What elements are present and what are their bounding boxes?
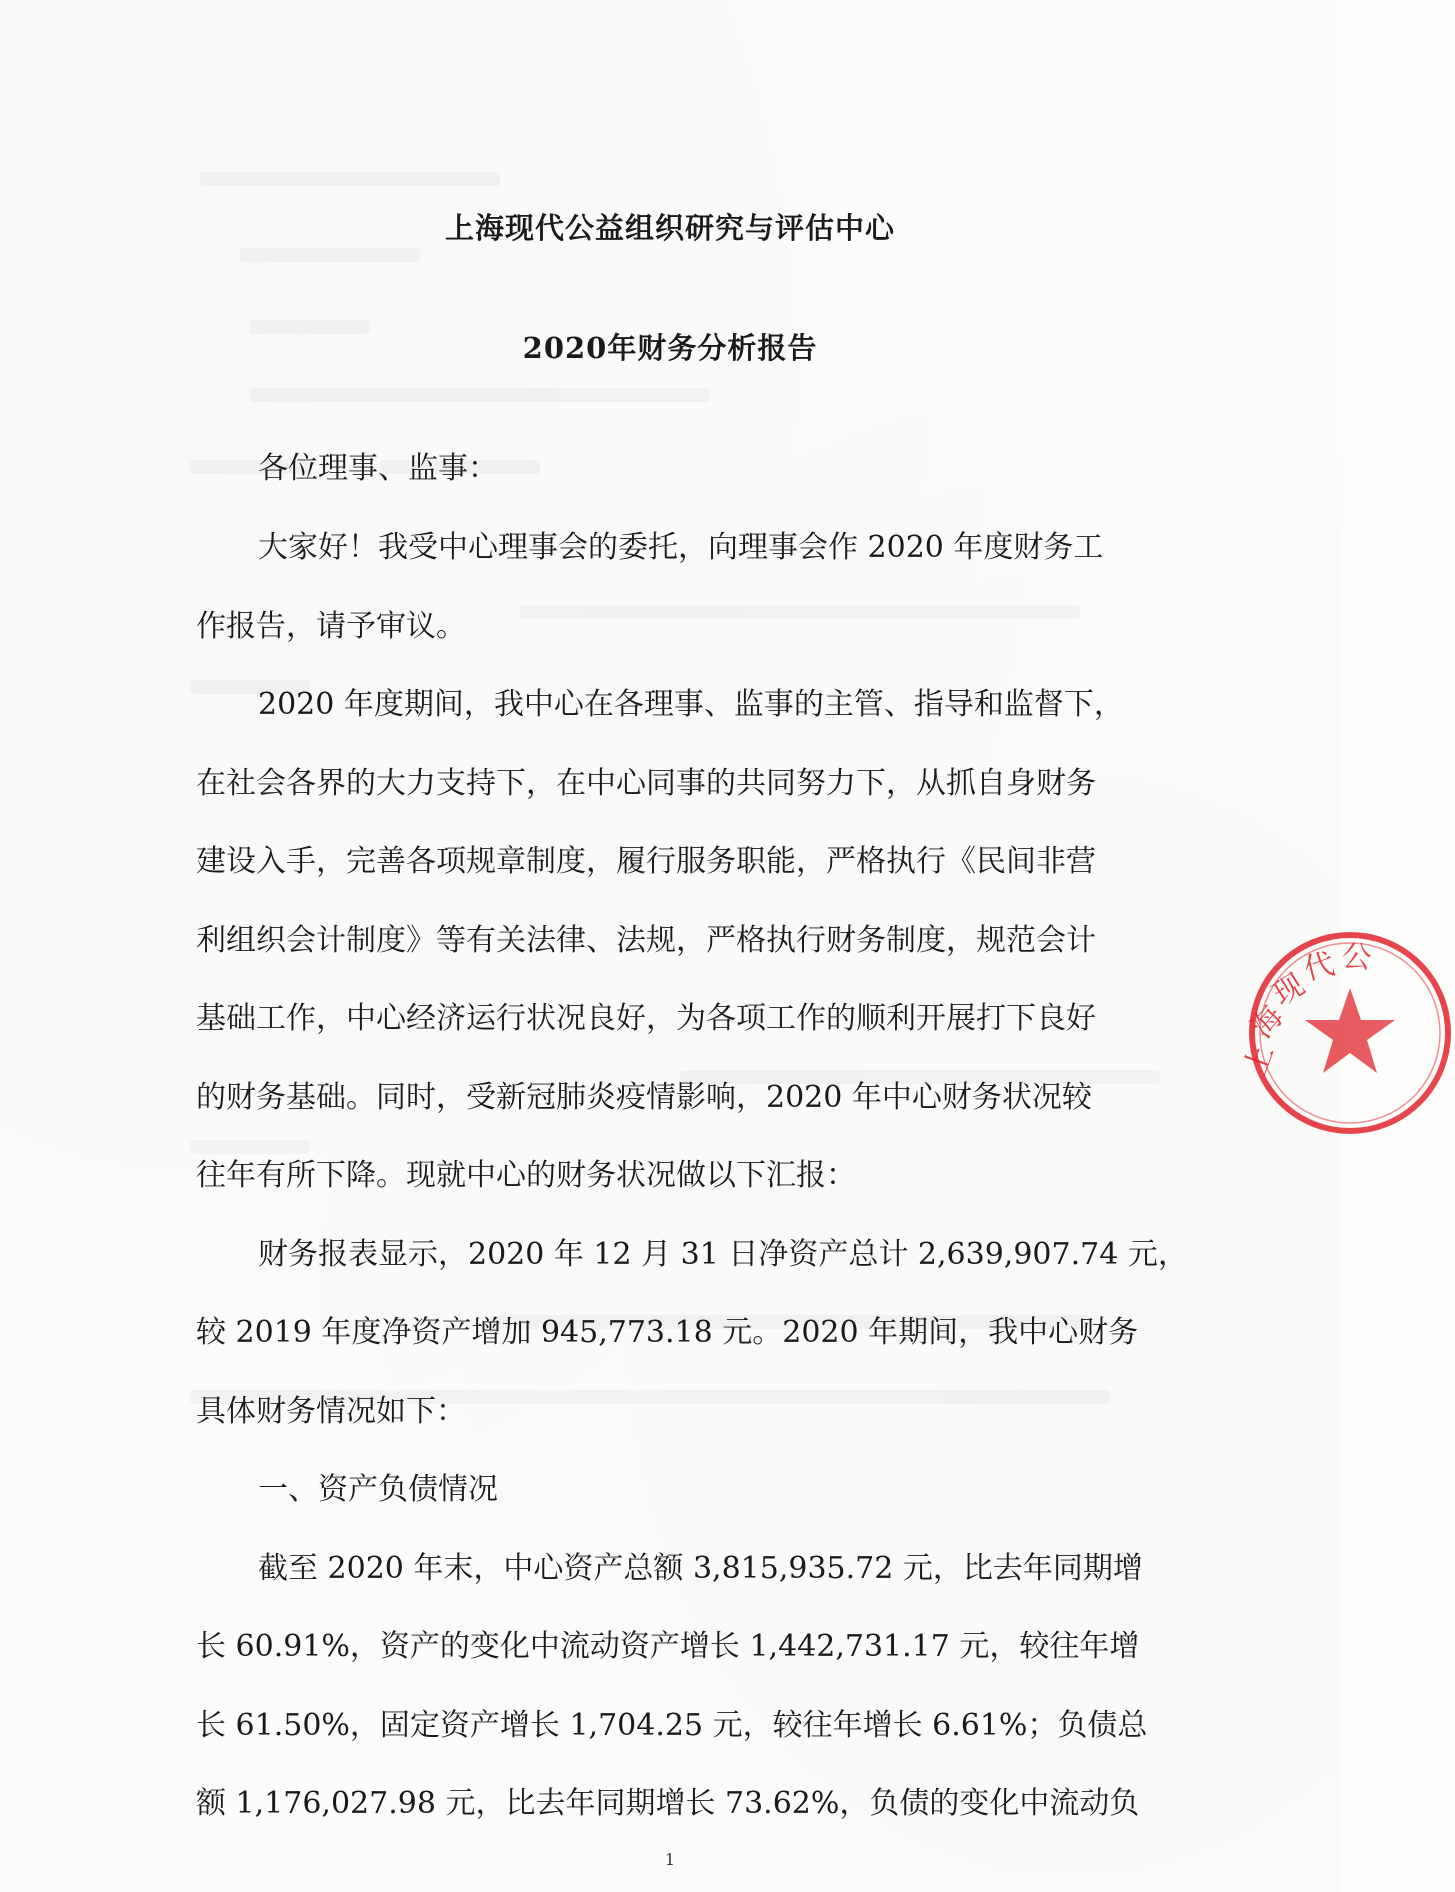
bleed-through-mark — [520, 605, 1080, 619]
body-line: 的财务基础。同时，受新冠肺炎疫情影响，2020 年中心财务状况较 — [196, 1079, 1092, 1115]
bleed-through-mark — [200, 172, 500, 186]
svg-text:代: 代 — [1300, 946, 1339, 988]
body-line: 大家好！我受中心理事会的委托，向理事会作 2020 年度财务工 — [258, 530, 1104, 565]
svg-text:公: 公 — [1340, 939, 1373, 977]
body-line: 长 60.91%，资产的变化中流动资产增长 1,442,731.17 元，较往年增 — [196, 1629, 1140, 1664]
document-subtitle: 2020年财务分析报告 — [522, 331, 818, 365]
bleed-through-mark — [190, 1140, 310, 1154]
salutation: 各位理事、监事： — [258, 451, 498, 486]
document-title: 上海现代公益组织研究与评估中心 — [444, 211, 895, 245]
svg-text:上: 上 — [1237, 1040, 1281, 1081]
body-line: 额 1,176,027.98 元，比去年同期增长 73.62%，负债的变化中流动负 — [196, 1786, 1140, 1821]
body-line: 基础工作，中心经济运行状况良好，为各项工作的顺利开展打下良好 — [196, 1001, 1096, 1036]
body-line: 截至 2020 年末，中心资产总额 3,815,935.72 元，比去年同期增 — [258, 1550, 1143, 1586]
body-line: 建设入手，完善各项规章制度，履行服务职能，严格执行《民间非营 — [196, 844, 1096, 879]
body-line: 2020 年度期间，我中心在各理事、监事的主管、指导和监督下， — [258, 687, 1124, 722]
body-line: 具体财务情况如下： — [196, 1393, 466, 1429]
body-line: 财务报表显示，2020 年 12 月 31 日净资产总计 2,639,907.74 元， — [258, 1236, 1188, 1272]
page-number: 1 — [664, 1850, 676, 1869]
body-line: 一、资产负债情况 — [258, 1472, 498, 1507]
body-line: 作报告，请予审议。 — [196, 608, 466, 644]
body-line: 在社会各界的大力支持下，在中心同事的共同努力下，从抓自身财务 — [196, 765, 1096, 801]
bleed-through-mark — [250, 388, 710, 402]
body-line: 利组织会计制度》等有关法律、法规，严格执行财务制度，规范会计 — [196, 922, 1096, 958]
body-line: 往年有所下降。现就中心的财务状况做以下汇报： — [196, 1158, 856, 1193]
svg-text:海: 海 — [1244, 999, 1291, 1046]
bleed-through-mark — [240, 248, 420, 262]
body-line: 长 61.50%，固定资产增长 1,704.25 元，较往年增长 6.61%；负债总 — [196, 1707, 1148, 1743]
body-line: 较 2019 年度净资产增加 945,773.18 元。2020 年期间，我中心财务 — [196, 1315, 1139, 1350]
svg-text:现: 现 — [1266, 967, 1311, 1013]
official-seal — [1237, 928, 1455, 1138]
